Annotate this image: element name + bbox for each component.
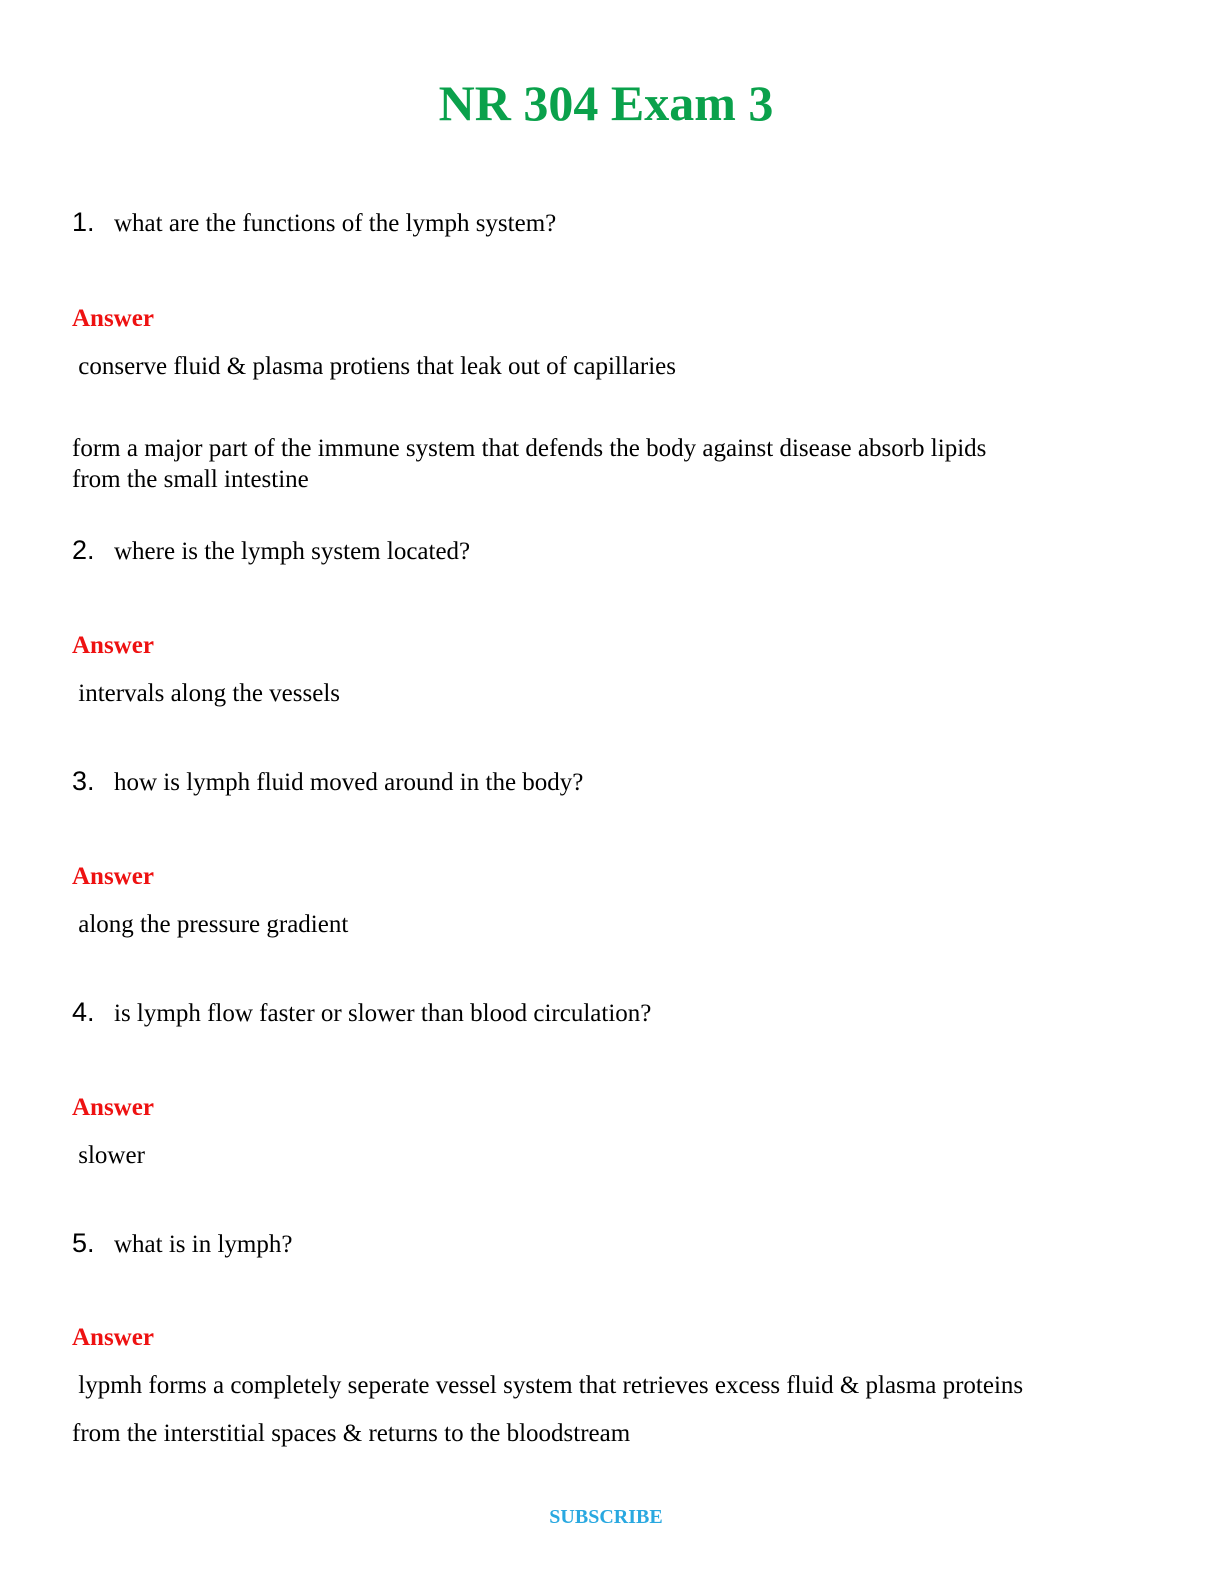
question-number: 5. — [72, 1228, 95, 1258]
question-number: 4. — [72, 997, 95, 1027]
question-number: 3. — [72, 766, 95, 796]
question-3 — [72, 765, 583, 799]
question-5 — [72, 1227, 292, 1261]
answer-text: intervals along the vessels — [72, 680, 340, 707]
answer-text: from the small intestine — [72, 466, 309, 493]
subscribe-link[interactable]: SUBSCRIBE — [549, 1506, 663, 1528]
question-number: 2. — [72, 535, 95, 565]
question-text: is lymph flow faster or slower than blood circulation? — [114, 1000, 652, 1027]
question-1 — [72, 206, 556, 240]
question-4 — [72, 996, 651, 1030]
question-text: where is the lymph system located? — [114, 538, 471, 565]
question-text: what is in lymph? — [114, 1231, 293, 1258]
answer-label: Answer — [72, 632, 154, 659]
answer-text: along the pressure gradient — [72, 911, 349, 938]
answer-label: Answer — [72, 1094, 154, 1121]
answer-text: slower — [72, 1142, 145, 1169]
question-number: 1. — [72, 207, 95, 237]
page-title: NR 304 Exam 3 — [438, 75, 774, 131]
answer-text: form a major part of the immune system that defends the body against disease absorb lipids — [72, 435, 987, 462]
answer-label: Answer — [72, 1324, 154, 1351]
answer-text: conserve fluid & plasma protiens that leak out of capillaries — [72, 353, 676, 380]
answer-text: lypmh forms a completely seperate vessel system that retrieves excess fluid & plasma proteins — [72, 1372, 1024, 1399]
answer-label: Answer — [72, 863, 154, 890]
question-2 — [72, 534, 470, 568]
answer-label: Answer — [72, 305, 154, 332]
question-text: what are the functions of the lymph system? — [114, 210, 557, 237]
question-text: how is lymph fluid moved around in the body? — [114, 769, 584, 796]
answer-text: from the interstitial spaces & returns to the bloodstream — [72, 1420, 631, 1447]
